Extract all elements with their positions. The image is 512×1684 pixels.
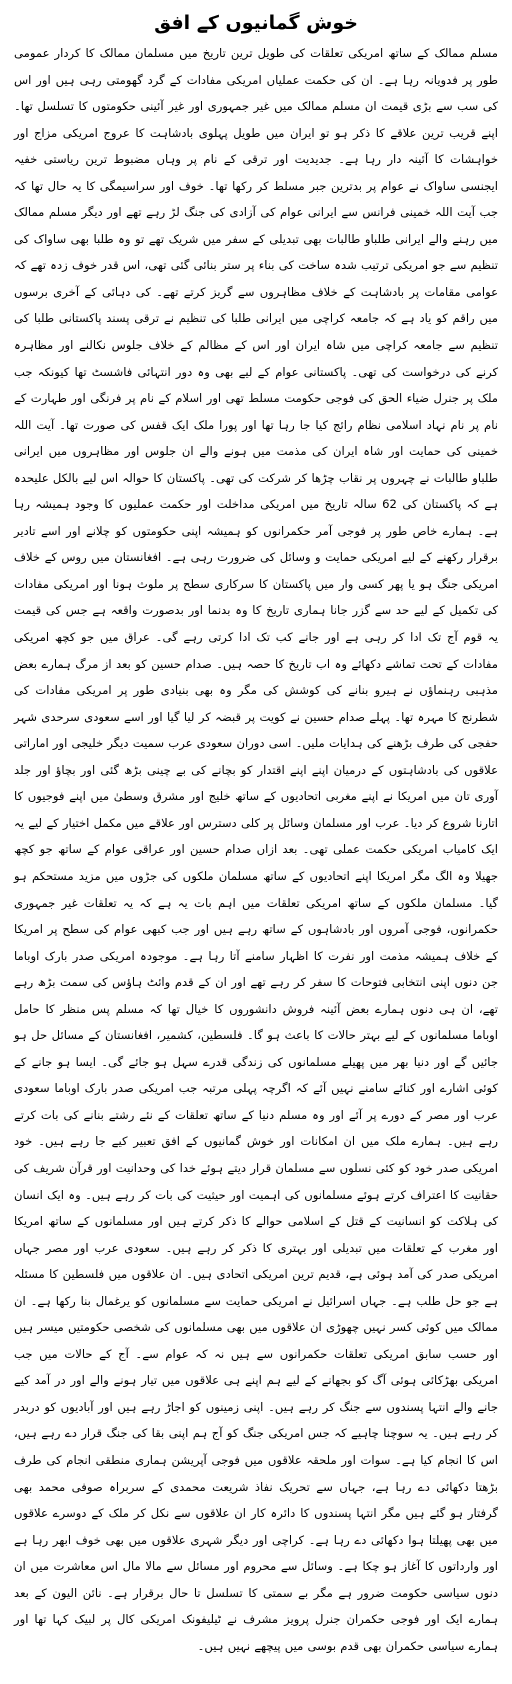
article-headline: خوش گمانیوں کے افق — [154, 12, 358, 34]
article-body: مسلم ممالک کے ساتھ امریکی تعلقات کی طویل ترین تاریخ میں مسلمان ممالک کا کردار عمومی طور پر فدویانہ رہا ہے۔ ان کی حکمت عملیاں امریکی مفادات کے گرد گھومتی رہی ہیں اور اس کی سب سے بڑی قیمت ان مسلم ممالک میں غیر جمہوری اور غیر آئینی حکومتوں کا تسلسل تھا۔ اپنے قریب ترین علاقے کا ذکر ہو تو ایران میں طویل پہلوی بادشاہت کا عروج امریکی مزاج اور خواہشات کا آئینہ دار رہا ہے۔ جدیدیت اور ترقی کے نام پر وہاں مضبوط ترین ریاستی خفیہ ایجنسی ساواک نے عوام پر بدترین جبر مسلط کر رکھا تھا۔ خوف اور سراسیمگی کا یہ حال تھا کہ جب آیت اللہ خمینی فرانس سے ایرانی عوام کی آزادی کی جنگ لڑ رہے تھے اور دیگر مسلم ممالک میں رہنے والے ایرانی طلباو طالبات بھی تبدیلی کے سفر میں شریک تھے تو وہ طلبا بھی ساواک کی تنظیم سے جو امریکی ترتیب شدہ ساخت کی بناء پر ستر بنائی گئی تھی، اس قدر خوف زدہ تھے کہ عوامی مقامات پر بادشاہت کے خلاف مظاہروں سے گریز کرتے تھے۔ کی دہائی کے آخری برسوں میں راقم کو یاد ہے کہ جامعہ کراچی میں ایرانی طلبا کی تنظیم نے ترقی پسند پاکستانی طلبا کی تنظیم سے جامعہ کراچی میں شاہ ایران اور اس کے مظالم کے خلاف جلوس نکالنے اور مظاہرہ کرنے کی درخواست کی تھی۔ پاکستانی عوام کے لیے بھی وہ دور انتہائی فاشسٹ تھا کیونکہ جب ملک پر جنرل ضیاء الحق کی فوجی حکومت مسلط تھی اور اسلام کے نام پر فرنگی اور طہارت کے نام پر نام نہاد اسلامی نظام رائج کیا جا رہا تھا اور پورا ملک ایک قفس کی صورت تھا۔ آیت اللہ خمینی کی حمایت اور شاہ ایران کی مذمت میں ہونے والے ان جلوس اور مظاہروں میں ایرانی طلباو طالبات نے چہروں پر نقاب چڑھا کر شرکت کی تھی۔ پاکستان کا حوالہ اس لیے بالکل علیحدہ ہے کہ پاکستان کی 62 سالہ تاریخ میں امریکی مداخلت اور حکمت عملیوں کا وجود ہمیشہ رہا ہے۔ ہمارے خاص طور پر فوجی آمر حکمرانوں کو ہمیشہ اپنی حکومتوں کو چلانے اور اسے تادیر برقرار رکھنے کے لیے امریکی حمایت و وسائل کی ضرورت رہی ہے۔ افغانستان میں روس کے خلاف امریکی جنگ ہو یا پھر کسی وار میں پاکستان کا سرکاری سطح پر ملوث ہونا اور امریکی مفادات کی تکمیل کے لیے حد سے گزر جانا ہماری تاریخ کا وہ بدنما اور بدصورت واقعہ ہے جس کی قیمت یہ قوم آج تک ادا کر رہی ہے اور جانے کب تک ادا کرتی رہے گی۔ عراق میں جو کچھ امریکی مفادات کے تحت تماشے دکھائے وہ اب تاریخ کا حصہ ہیں۔ صدام حسین کو بعد از مرگ ہمارے بعض مذہبی رہنماؤں نے ہیرو بنانے کی کوشش کی مگر وہ بھی بنیادی طور پر امریکی مفادات کی شطرنج کا مہرہ تھا۔ پہلے صدام حسین نے کویت پر قبضہ کر لیا گیا اور اسے سعودی سرحدی شہر حفجی کی طرف بڑھنے کی ہدایات ملیں۔ اسی دوران سعودی عرب سمیت دیگر خلیجی اور اماراتی علاقوں کی بادشاہتوں کے درمیان اپنے اپنے اقتدار کو بچانے کی بے چینی بڑھ گئی اور بچاؤ اور جلد آوری تان میں امریکا نے اپنے مغربی اتحادیوں کے ساتھ خلیج اور مشرق وسطیٰ میں اپنے فوجیوں کا اتارنا شروع کر دیا۔ عرب اور مسلمان وسائل پر کلی دسترس اور علاقے میں مکمل اختیار کے لیے یہ ایک کامیاب امریکی حکمت عملی تھی۔ بعد ازاں صدام حسین اور عراقی عوام کے ساتھ جو کچھ جھیلا وہ الگ مگر امریکا اپنے اتحادیوں کے ساتھ مسلمان ملکوں کی جڑوں میں مزید مستحکم ہو گیا۔ مسلمان ملکوں کے ساتھ امریکی تعلقات میں اہم بات یہ ہے کہ یہ تعلقات غیر جمہوری حکمرانوں، فوجی آمروں اور بادشاہوں کے ساتھ رہے ہیں اور جب کبھی عوام کی سطح پر امریکا کے خلاف ہمیشہ مذمت اور نفرت کا اظہار سامنے آتا رہا ہے۔ موجودہ امریکی صدر بارک اوباما جن دنوں اپنی انتخابی فتوحات کا سفر کر رہے تھے اور ان کے قدم وائٹ ہاؤس کی سمت بڑھ رہے تھے، ان ہی دنوں ہمارے بعض آئینہ فروش دانشوروں کا خیال تھا کہ مسلم پس منظر کا حامل اوباما مسلمانوں کے لیے بہتر حالات کا باعث ہو گا۔ فلسطین، کشمیر، افغانستان کے مسائل حل ہو جائیں گے اور دنیا بھر میں پھیلے مسلمانوں کی زندگی قدرے سہل ہو جائے گی۔ ایسا ہو جانے کے کوئی اشارے اور کنائے سامنے نہیں آئے کہ اگرچہ پہلی مرتبہ جب امریکی صدر بارک اوباما سعودی عرب اور مصر کے دورے پر آئے اور وہ مسلم دنیا کے ساتھ تعلقات کے نئے رشتے بنانے کی بات کرتے رہے ہیں۔ ہمارے ملک میں ان امکانات اور خوش گمانیوں کے افق تعبیر کیے جا رہے ہیں۔ خود امریکی صدر خود کو کئی نسلوں سے مسلمان قرار دیتے ہوئے خدا کی وحدانیت اور قرآن شریف کی حقانیت کا اعتراف کرتے ہوئے مسلمانوں کی اہمیت اور حیثیت کی بات کر رہے ہیں۔ وہ ایک انسان کی ہلاکت کو انسانیت کے قتل کے اسلامی حوالے کا ذکر کرتے ہیں اور مسلمانوں کے ساتھ امریکا اور مغرب کے تعلقات میں تبدیلی اور بہتری کا ذکر کر رہے ہیں۔ سعودی عرب اور مصر جہاں امریکی صدر کی آمد ہوئی ہے، قدیم ترین امریکی اتحادی ہیں۔ ان علاقوں میں فلسطین کا مسئلہ ہے جو حل طلب ہے۔ جہاں اسرائیل نے امریکی حمایت سے مسلمانوں کو یرغمال بنا رکھا ہے۔ ان ممالک میں کوئی کسر نہیں چھوڑی ان علاقوں میں بھی مسلمانوں کی شخصی حکومتیں میسر ہیں اور حسب سابق امریکی تعلقات حکمرانوں سے ہیں نہ کہ عوام سے۔ آج کے حالات میں جب امریکی بھڑکائی ہوئی آگ کو بجھانے کے لیے ہم اپنے ہی علاقوں میں تیار ہونے والے اور در آمد کیے جانے والے انتہا پسندوں سے جنگ کر رہے ہیں۔ اپنی زمینوں کو اجاڑ رہے ہیں اور آبادیوں کو دربدر کر رہے ہیں۔ یہ سوچنا چاہیے کہ جس امریکی جنگ کو آج ہم اپنی بقا کی جنگ قرار دے رہے ہیں، اس کا انجام کیا ہے۔ سوات اور ملحقہ علاقوں میں فوجی آپریشن ہماری منطقی انجام کی طرف بڑھتا دکھائی دے رہا ہے، جہاں سے تحریک نفاذ شریعت محمدی کے سربراہ صوفی محمد بھی گرفتار ہو گئے ہیں مگر انتہا پسندوں کا دائرہ کار ان علاقوں سے نکل کر ملک کے دوسرے علاقوں میں بھی پھیلتا ہوا دکھائی دے رہا ہے۔ کراچی اور دیگر شہری علاقوں میں بھی خوف ابھر رہا ہے اور وارداتوں کا آغاز ہو چکا ہے۔ وسائل سے محروم اور مسائل سے مالا مال اس معاشرت میں ان دنوں سیاسی حکومت ضرور ہے مگر بے سمتی کا تسلسل تا حال برقرار ہے۔ نائن الیون کے بعد ہمارے ایک اور فوجی حکمران جنرل پرویز مشرف نے ٹیلیفونک امریکی کال پر لبیک کہا تھا اور ہمارے سیاسی حکمران بھی قدم بوسی میں پیچھے نہیں ہیں۔ — [14, 46, 498, 1653]
